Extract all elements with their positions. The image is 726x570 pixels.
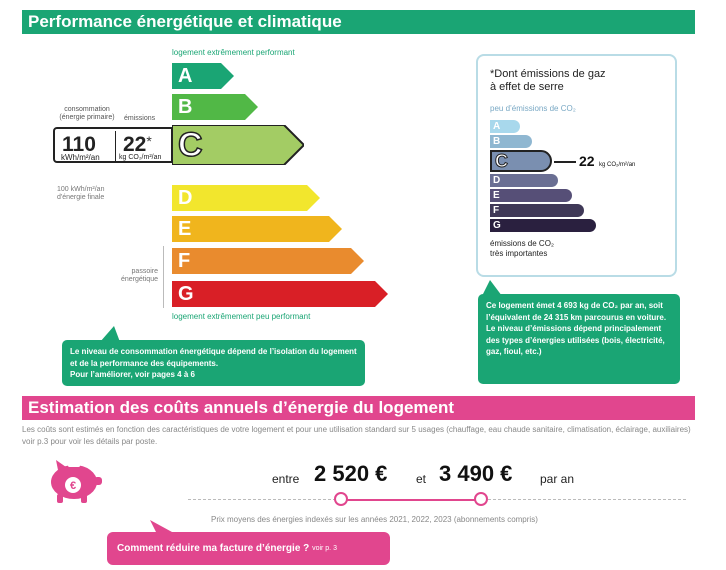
- scale-top-label: logement extrêmement performant: [172, 48, 295, 57]
- cost-and: et: [416, 472, 427, 486]
- scale-bottom-label: logement extrêmement peu performant: [172, 312, 311, 321]
- ges-tooltip: Ce logement émet 4 693 kg de CO₂ par an, soit l’équivalent de 24 315 km parcourus en voiture. Le niveau d’émissions dépend principalement des types d’énergies utilisées (bois, électricité, gaz, fioul, etc.): [478, 294, 680, 384]
- energy-class-d: [172, 185, 320, 211]
- ges-value: 22: [579, 153, 595, 169]
- ges-class-b: B: [490, 135, 532, 148]
- ges-class-g: G: [490, 219, 596, 232]
- emissions-value: 22: [123, 133, 147, 156]
- ges-class-d: D: [490, 174, 558, 187]
- cost-high: 3 490 €: [439, 461, 513, 486]
- reduce-bill-button[interactable]: [107, 532, 390, 565]
- ges-top-label: peu d’émissions de CO₂: [490, 104, 576, 113]
- cost-between: entre: [272, 472, 300, 486]
- ges-bottom-label: émissions de CO₂ très importantes: [490, 239, 555, 258]
- emissions-star: *: [146, 133, 152, 149]
- energy-class-letter: A: [178, 64, 193, 87]
- box-divider: [115, 131, 116, 161]
- ges-pointer-line: [554, 161, 576, 163]
- reduce-bill-ref: voir p. 3: [312, 545, 337, 552]
- energy-class-g: [172, 281, 388, 307]
- conso-unit: kWh/m²/an: [61, 153, 100, 162]
- range-low-marker: [334, 492, 348, 506]
- ges-unit: kg CO₂/m²/an: [599, 162, 636, 168]
- passoire-label: passoire énergétique: [121, 268, 158, 284]
- ges-class-a: A: [490, 120, 520, 133]
- energy-class-a: [172, 63, 234, 89]
- piggy-bank-euro-icon: [44, 456, 104, 506]
- energy-class-letter: E: [178, 217, 192, 240]
- energy-class-letter: F: [178, 249, 191, 272]
- final-energy-note: 100 kWh/m²/an d'énergie finale: [57, 186, 105, 202]
- conso-value: 110: [62, 133, 96, 156]
- ges-class-e: E: [490, 189, 572, 202]
- consumption-box: [53, 127, 173, 163]
- range-segment: [341, 499, 481, 501]
- energy-class-letter: C: [178, 125, 203, 164]
- svg-text:€: €: [69, 480, 77, 492]
- energy-class-c: [172, 125, 304, 165]
- ges-class-c: C: [490, 150, 552, 172]
- reduce-bill-label: Comment réduire ma facture d’énergie ?: [117, 543, 310, 554]
- ges-box: [476, 54, 677, 277]
- ges-title: *Dont émissions de gaz à effet de serre: [490, 68, 606, 94]
- energy-tooltip: Le niveau de consommation énergétique dépend de l’isolation du logement et de la performance des équipements. Pour l’améliorer, voir pages 4 à 6: [62, 340, 365, 386]
- cost-intro: Les coûts sont estimés en fonction des caractéristiques de votre logement et pour une utilisation standard sur 5 usages (chauffage, eau chaude sanitaire, climatisation, éclairage, auxiliaires) voir p.3 pour voir les détails par poste.: [22, 425, 691, 447]
- cost-per-year: par an: [540, 472, 575, 486]
- energy-class-letter: G: [178, 282, 194, 305]
- energy-class-letter: B: [178, 95, 193, 118]
- cost-low: 2 520 €: [314, 461, 388, 486]
- energy-class-f: [172, 248, 364, 274]
- emissions-header: émissions: [124, 115, 156, 122]
- energy-class-e: [172, 216, 342, 242]
- ges-class-f: F: [490, 204, 584, 217]
- range-high-marker: [474, 492, 488, 506]
- energy-class-letter: D: [178, 186, 193, 209]
- passoire-bracket: [163, 246, 164, 308]
- conso-header: consommation (énergie primaire): [59, 106, 115, 122]
- emissions-unit: kg CO₂/m²/an: [119, 154, 162, 161]
- energy-section-title: Performance énergétique et climatique: [22, 10, 695, 34]
- cost-note: Prix moyens des énergies indexés sur les années 2021, 2022, 2023 (abonnements compris): [211, 515, 538, 524]
- energy-class-b: [172, 94, 258, 120]
- cost-section-title: Estimation des coûts annuels d’énergie du logement: [22, 396, 695, 420]
